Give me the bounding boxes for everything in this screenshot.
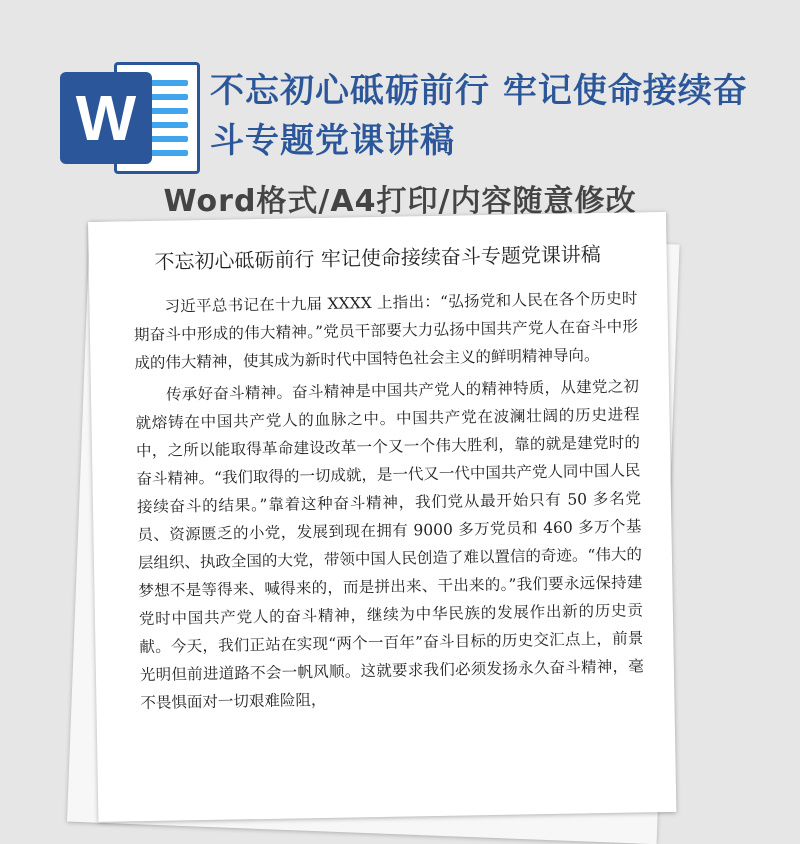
document-paragraph: 习近平总书记在十九届 XXXX 上指出：“弘扬党和人民在各个历史时期奋斗中形成的伟大精神。”党员干部要大力弘扬中国共产党人在奋斗中形成的伟大精神，使其成为新时代中国特色社会主义的鲜明精神导向。	[133, 289, 639, 373]
document-page	[88, 212, 676, 822]
word-badge: W	[60, 72, 152, 164]
banner-title: 不忘初心砥砺前行 牢记使命接续奋斗专题党课讲稿	[210, 71, 748, 161]
word-logo-icon	[60, 62, 200, 174]
document-paragraph: 传承好奋斗精神。奋斗精神是中国共产党人的精神特质，从建党之初就熔铸在中国共产党人的血脉之中。中国共产党在波澜壮阔的历史进程中，之所以能取得革命建设改革一个又一个伟大胜利，靠的就是建党时的奋斗精神。“我们取得的一切成就，是一代又一代中国共产党人同中国人民接续奋斗的结果。”靠着这种奋斗精神，我们党从最开始只有 50 多名党员、资源匮乏的小党，发展到现在拥有 9000 多万党员和 460 多万个基层组织、执政全国的大党，带领中国人民创造了难以置信的奇迹。“伟大的梦想不是等得来、喊得来的，而是拼出来、干出来的。”我们要永远保持建党时中国共产党人的奋斗精神，继续为中华民族的发展作出新的历史贡献。今天，我们正站在实现“两个一百年”奋斗目标的历史交汇点上，前景光明但前进道路不会一帆风顺。这就要求我们必须发扬永久奋斗精神，毫不畏惧面对一切艰难险阻，	[135, 377, 644, 713]
document-title: 不忘初心砥砺前行 牢记使命接续奋斗专题党课讲稿	[154, 242, 602, 274]
banner	[0, 0, 800, 232]
banner-subtitle: Word格式/A4打印/内容随意修改	[163, 184, 637, 219]
